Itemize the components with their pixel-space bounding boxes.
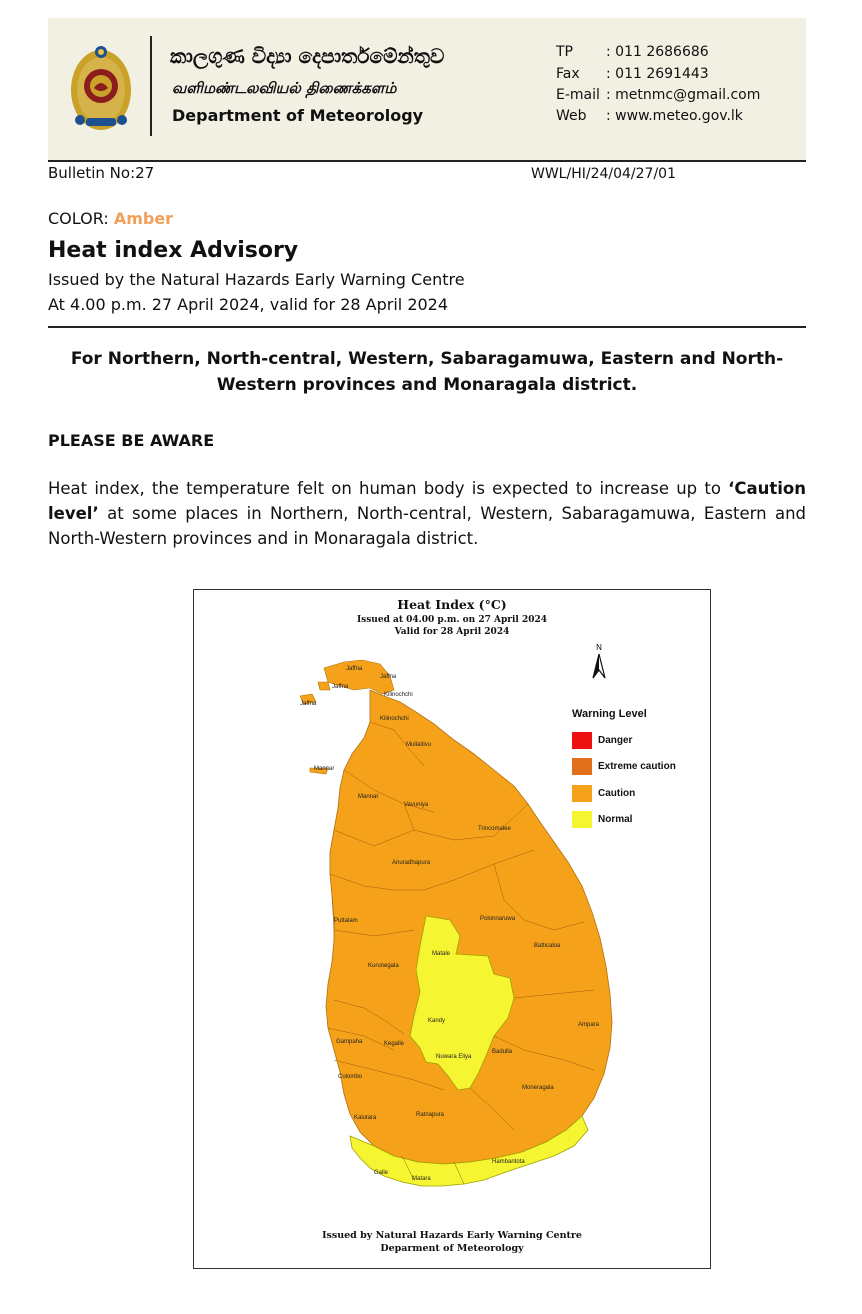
label-matale: Matale (432, 951, 451, 957)
sri-lanka-emblem-icon (68, 38, 134, 134)
label-jaffna-3: Jaffna (332, 684, 349, 690)
org-name-sinhala: කාලගුණ විද්‍යා දෙපාර්තමේන්තුව (170, 44, 445, 68)
contact-label: Web (556, 108, 587, 124)
advisory-body (48, 476, 806, 551)
label-kurunegala: Kurunegala (368, 963, 399, 969)
issued-by: Issued by the Natural Hazards Early Warning Centre (48, 270, 465, 289)
sri-lanka-map (194, 590, 710, 1268)
label-colombo: Colombo (338, 1074, 363, 1080)
legend-title: Warning Level (572, 708, 647, 720)
label-jaffna-4: Jaffna (300, 701, 317, 707)
label-hambantota: Hambantota (492, 1159, 525, 1165)
aware-heading: PLEASE BE AWARE (48, 431, 215, 450)
letterhead (48, 18, 806, 160)
label-kalutara: Kalutara (354, 1115, 377, 1121)
label-badulla: Badulla (492, 1049, 513, 1055)
color-value: Amber (113, 209, 174, 228)
legend-label: Caution (598, 788, 636, 800)
label-vavuniya: Vavuniya (404, 802, 429, 808)
label-nuwara-eliya: Nuwara Eliya (436, 1054, 472, 1060)
legend-swatch (572, 785, 592, 802)
label-anuradhapura: Anuradhapura (392, 860, 431, 866)
org-name-english: Department of Meteorology (172, 106, 424, 125)
map-issued-line: Issued at 04.00 p.m. on 27 April 2024 (356, 615, 548, 625)
advisory-title: Heat index Advisory (48, 238, 299, 263)
label-mullaitivu: Mullaitivu (406, 742, 432, 748)
label-puttalam: Puttalam (334, 918, 358, 924)
contact-web (556, 108, 743, 124)
contact-value: : 011 2691443 (606, 66, 709, 82)
label-polonnaruwa: Polonnaruwa (480, 916, 516, 922)
label-ampara: Ampara (578, 1022, 600, 1028)
map-title: Heat Index (°C) (397, 597, 507, 612)
legend-swatch (572, 811, 592, 828)
label-trincomalee: Trincomalee (478, 826, 511, 832)
label-kilinochchi-2: Kilinochchi (380, 716, 409, 722)
legend-item-caution (572, 785, 635, 802)
contact-phone (556, 44, 709, 60)
label-mannar: Mannar (314, 766, 335, 772)
contact-value[interactable]: : metnmc@gmail.com (606, 87, 761, 103)
body-text-emphasis: ‘Caution level’ (48, 479, 806, 523)
label-ratnapura: Ratnapura (416, 1112, 445, 1118)
north-arrow-icon (593, 654, 605, 678)
label-kandy: Kandy (428, 1018, 446, 1024)
color-level (48, 209, 173, 228)
contact-email (556, 87, 760, 103)
contact-value[interactable]: : www.meteo.gov.lk (606, 108, 743, 124)
label-jaffna-2: Jaffna (380, 674, 397, 680)
north-label: N (596, 643, 602, 652)
label-kegalle: Kegalle (384, 1041, 405, 1047)
contact-label: TP (556, 44, 573, 60)
heat-index-map (193, 589, 711, 1269)
label-jaffna: Jaffna (346, 666, 363, 672)
header-divider (150, 36, 152, 136)
legend-label: Normal (598, 814, 633, 826)
legend-label: Extreme caution (598, 761, 676, 773)
contact-label: E-mail (556, 87, 600, 103)
label-galle: Galle (374, 1170, 389, 1176)
color-label: COLOR: (48, 209, 109, 228)
body-text-post: at some places in Northern, North-central, Western, Sabaragamuwa, Eastern and North-Western provinces and in Monaragala district. (48, 504, 806, 548)
label-batticaloa: Batticaloa (534, 943, 561, 949)
label-gampaha: Gampaha (336, 1039, 363, 1045)
affected-regions: For Northern, North-central, Western, Sabaragamuwa, Eastern and North-Western provinces and Monaragala district. (70, 349, 784, 395)
contact-fax (556, 66, 709, 82)
island-caution-region (326, 690, 612, 1164)
legend-item-normal (572, 811, 632, 828)
legend-swatch (572, 758, 592, 775)
map-valid-line: Valid for 28 April 2024 (394, 627, 510, 637)
bulletin-number: Bulletin No:27 (48, 164, 155, 182)
legend-label: Danger (598, 735, 633, 747)
body-text-pre: Heat index, the temperature felt on human body is expected to increase up to (48, 479, 729, 498)
legend-item-danger (572, 732, 632, 749)
contact-value: : 011 2686686 (606, 44, 709, 60)
label-matara: Matara (412, 1176, 431, 1182)
legend-item-extreme-caution (572, 758, 676, 775)
issued-at: At 4.00 p.m. 27 April 2024, valid for 28 April 2024 (48, 295, 449, 314)
header-rule (48, 160, 806, 162)
map-footer-issuer: Issued by Natural Hazards Early Warning Centre (322, 1230, 582, 1241)
contact-label: Fax (556, 66, 580, 82)
bulletin-reference: WWL/HI/24/04/27/01 (531, 166, 676, 182)
label-moneragala: Moneragala (522, 1085, 554, 1091)
legend-swatch (572, 732, 592, 749)
map-legend (572, 708, 676, 826)
map-footer-department: Deparment of Meteorology (380, 1243, 524, 1254)
org-name-tamil: வளிமண்டலவியல் திணைக்களம் (172, 79, 397, 97)
label-kilinochchi: Kilinochchi (384, 692, 413, 698)
label-mannar-2: Mannar (358, 794, 379, 800)
section-rule (48, 326, 806, 328)
